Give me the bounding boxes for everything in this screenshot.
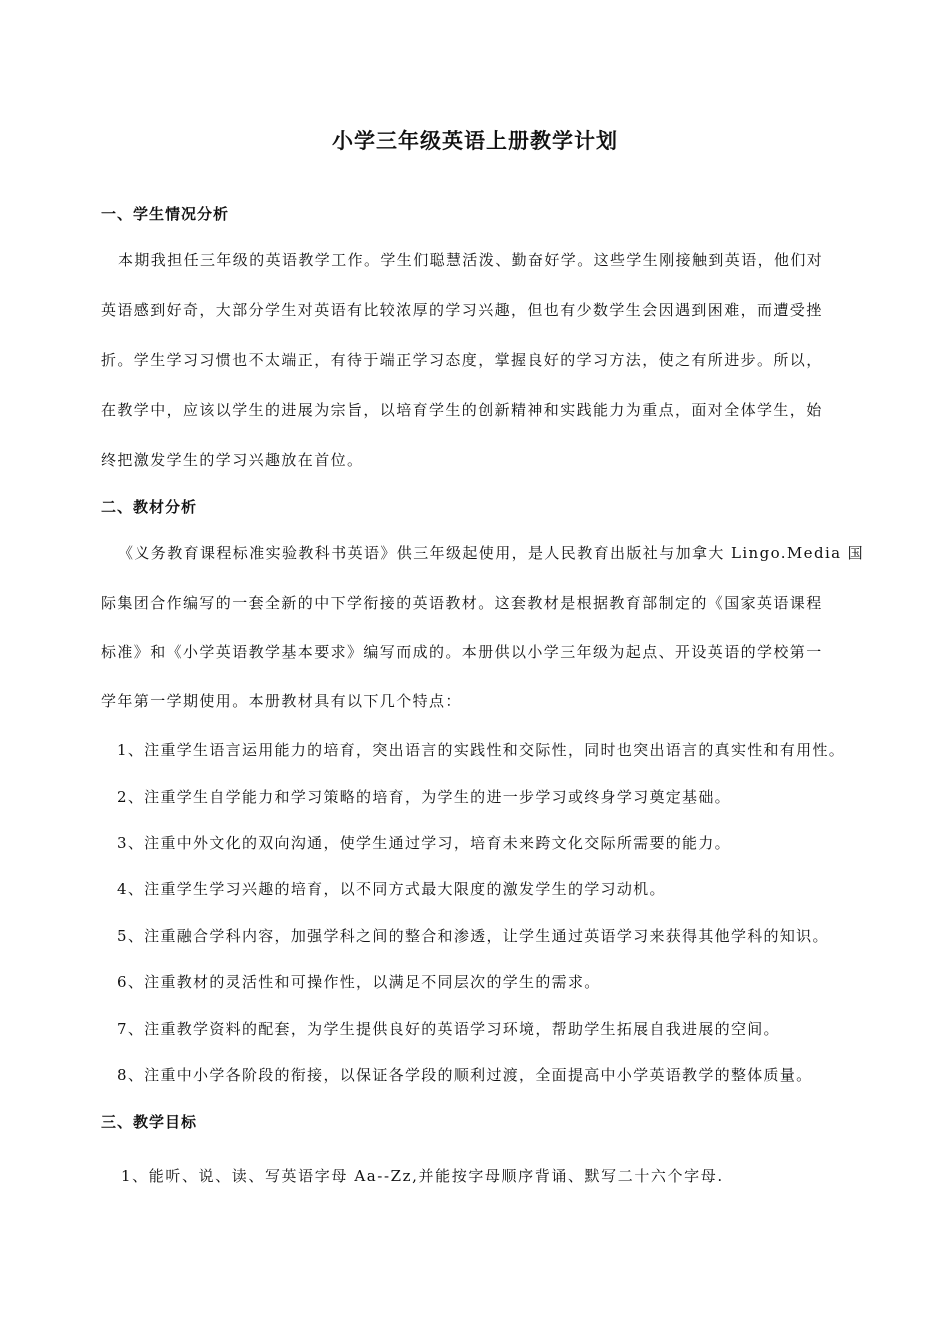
feature-list-item: 4、注重学生学习兴趣的培育，以不同方式最大限度的激发学生的学习动机。 [117,880,666,898]
section-heading-student-analysis: 一、学生情况分析 [101,205,230,223]
section-heading-teaching-goals: 三、教学目标 [101,1113,198,1131]
paragraph-line: 标准》和《小学英语教学基本要求》编写而成的。本册供以小学三年级为起点、开设英语的学校第一 [101,643,823,661]
feature-list-item: 5、注重融合学科内容，加强学科之间的整合和渗透，让学生通过英语学习来获得其他学科的知识。 [117,927,829,945]
paragraph-line: 际集团合作编写的一套全新的中下学衔接的英语教材。这套教材是根据教育部制定的《国家英语课程 [101,594,823,612]
paragraph-line: 本期我担任三年级的英语教学工作。学生们聪慧活泼、勤奋好学。这些学生刚接触到英语，他们对 [118,251,824,269]
feature-list-item: 2、注重学生自学能力和学习策略的培育，为学生的进一步学习或终身学习奠定基础。 [117,788,731,806]
section-heading-textbook-analysis: 二、教材分析 [101,498,198,516]
document-title: 小学三年级英语上册教学计划 [332,128,618,153]
paragraph-line: 《义务教育课程标准实验教科书英语》供三年级起使用，是人民教育出版社与加拿大 Lingo.Media 国 [118,544,865,562]
feature-list-item: 3、注重中外文化的双向沟通，使学生通过学习，培育未来跨文化交际所需要的能力。 [117,834,731,852]
feature-list-item: 7、注重教学资料的配套，为学生提供良好的英语学习环境，帮助学生拓展自我进展的空间。 [117,1020,780,1038]
paragraph-line: 在教学中，应该以学生的进展为宗旨，以培育学生的创新精神和实践能力为重点，面对全体学生，始 [101,401,823,419]
paragraph-line: 终把激发学生的学习兴趣放在首位。 [101,451,364,469]
paragraph-line: 学年第一学期使用。本册教材具有以下几个特点： [101,692,462,710]
feature-list-item: 8、注重中小学各阶段的衔接，以保证各学段的顺利过渡，全面提高中小学英语教学的整体质量。 [117,1066,813,1084]
feature-list-item: 6、注重教材的灵活性和可操作性，以满足不同层次的学生的需求。 [117,973,601,991]
paragraph-line: 英语感到好奇，大部分学生对英语有比较浓厚的学习兴趣，但也有少数学生会因遇到困难，而遭受挫 [101,301,823,319]
paragraph-line: 折。学生学习习惯也不太端正，有待于端正学习态度，掌握良好的学习方法，使之有所进步。所以， [101,351,823,369]
goal-list-item: 1、能听、说、读、写英语字母 Aa--Zz,并能按字母顺序背诵、默写二十六个字母. [121,1167,724,1185]
feature-list-item: 1、注重学生语言运用能力的培育，突出语言的实践性和交际性，同时也突出语言的真实性和有用性。 [117,741,846,759]
